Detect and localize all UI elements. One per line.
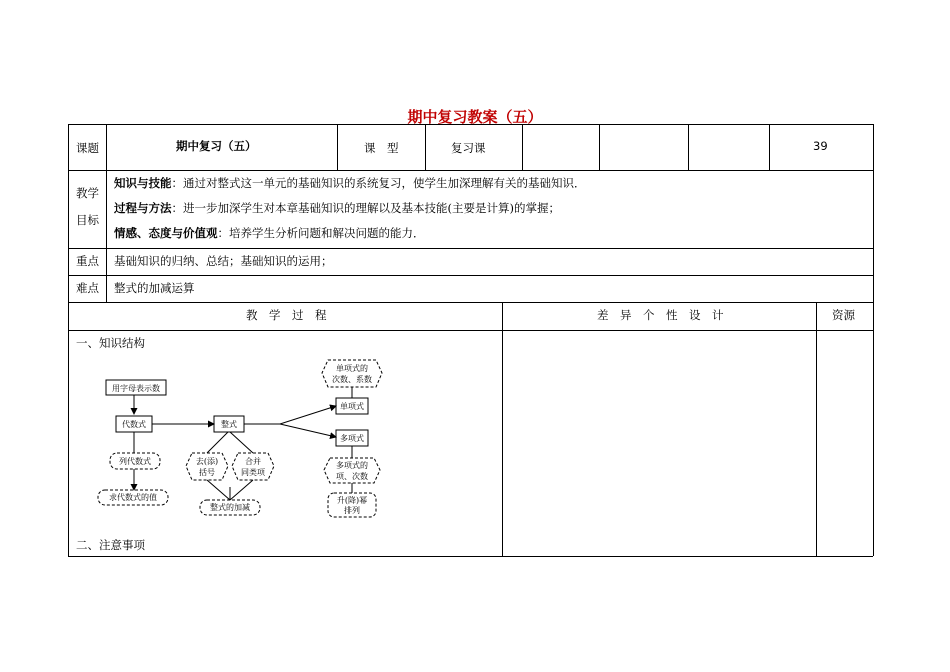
node-poly-props-line2: 项、次数 — [336, 472, 368, 481]
node-order-line2: 排列 — [344, 506, 360, 515]
node-combine-line2: 同类项 — [241, 468, 265, 477]
node-order-line1: 升(降)幂 — [336, 496, 368, 505]
topic-label: 课题 — [76, 141, 99, 155]
objectives-label-line1: 教学 — [76, 186, 99, 200]
key-points-text: 基础知识的归纳、总结；基础知识的运用； — [114, 254, 333, 268]
node-polynomial: 整式 — [221, 420, 237, 429]
node-mono-props-line2: 次数、系数 — [332, 375, 372, 384]
key-points-label: 重点 — [76, 254, 99, 268]
node-remove-line1: 去(添) — [195, 457, 219, 466]
node-write-expr: 列代数式 — [119, 457, 151, 466]
difficulties-label: 难点 — [76, 281, 99, 295]
node-remove-line2: 括号 — [199, 468, 215, 477]
node-algebraic: 代数式 — [122, 420, 146, 429]
objectives-label-line2: 目标 — [76, 213, 99, 227]
emotion-label: 情感、态度与价值观 — [114, 226, 218, 240]
section-notes: 二、注意事项 — [76, 538, 145, 552]
column-resources: 资源 — [832, 308, 855, 322]
node-combine-line1: 合并 — [245, 457, 261, 466]
node-mono-props-line1: 单项式的 — [336, 364, 368, 373]
node-multinomial: 多项式 — [340, 434, 364, 443]
node-poly-props-line1: 多项式的 — [336, 461, 368, 470]
node-monomial: 单项式 — [340, 402, 364, 411]
node-eval-expr: 求代数式的值 — [109, 493, 157, 502]
knowledge-text: ：通过对整式这一单元的基础知识的系统复习，使学生加深理解有关的基础知识． — [171, 176, 586, 190]
lesson-number: 39 — [813, 139, 828, 153]
process-text: ：进一步加深学生对本章基础知识的理解以及基本技能(主要是计算)的掌握； — [171, 201, 560, 215]
topic-value: 期中复习（五） — [176, 139, 257, 153]
lesson-type-value: 复习课 — [451, 141, 486, 155]
lesson-type-label: 课 型 — [364, 141, 399, 155]
emotion-text: ：培养学生分析问题和解决问题的能力． — [217, 226, 425, 240]
column-individual-design: 差 异 个 性 设 计 — [597, 308, 724, 322]
knowledge-label: 知识与技能 — [114, 176, 172, 190]
node-add-sub: 整式的加减 — [210, 503, 250, 512]
process-label: 过程与方法 — [114, 201, 172, 215]
node-letters: 用字母表示数 — [112, 384, 160, 393]
column-teaching-process: 教 学 过 程 — [246, 308, 327, 322]
page-title: 期中复习教案（五） — [407, 108, 543, 126]
difficulties-text: 整式的加减运算 — [114, 281, 195, 295]
section-knowledge-structure: 一、知识结构 — [76, 336, 145, 350]
